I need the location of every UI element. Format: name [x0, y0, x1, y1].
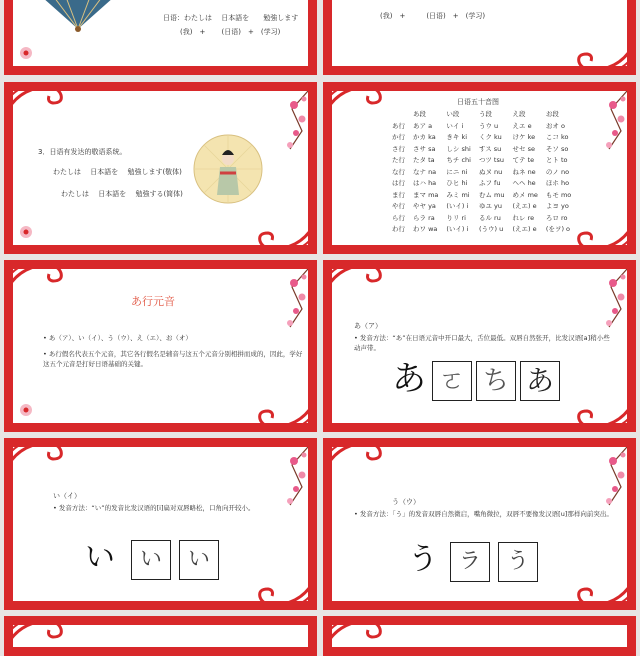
corner-ornament — [332, 269, 382, 299]
kana-stroke-strip — [402, 539, 542, 583]
bullet-text: 发音方法：「う」的发音双唇自然微启，嘴角微拉，双唇不要像发汉语[u]那样向前突出。 — [359, 510, 613, 518]
table-cell: やヤ ya — [413, 202, 436, 211]
corner-ornament — [258, 215, 308, 245]
kana-label: う（ウ） — [392, 498, 420, 506]
slide-1-content — [13, 0, 308, 66]
table-row — [388, 131, 575, 143]
plum-blossom-icon — [591, 447, 627, 507]
header-cell — [388, 108, 409, 120]
table-cell: さサ sa — [413, 144, 436, 153]
corner-ornament — [13, 91, 63, 121]
corner-ornament — [577, 393, 627, 423]
table-cell: けケ ke — [512, 133, 536, 142]
vowel-list-bullet: • あ（ア）、い（イ）、う（ウ）、え（エ）、お（オ） — [43, 334, 192, 342]
stroke-step-box: ち — [476, 361, 516, 401]
slide-6[interactable] — [323, 260, 636, 432]
slide-7-content — [13, 447, 308, 601]
table-cell: まマ ma — [413, 190, 439, 199]
table-cell: こコ ko — [545, 133, 569, 142]
table-cell: えエ e — [512, 121, 532, 130]
table-cell: うウ u — [478, 121, 499, 130]
table-cell: (いイ) i — [446, 202, 469, 211]
table-cell: らラ ra — [413, 213, 435, 222]
table-row — [388, 212, 575, 224]
table-cell: へヘ he — [512, 179, 536, 188]
table-cell: かカ ka — [413, 133, 436, 142]
pronunciation-bullet: • 发音方法：“あ”在日语元音中开口最大，舌位最低。双唇自然张开，比发汉语[a]稍小些动声带。 — [354, 334, 610, 352]
table-cell: よヨ yo — [545, 202, 569, 211]
table-row — [388, 200, 575, 212]
bullet-text: 发音方法：“い”的发音比发汉语的[i]扁对双唇略松，口角向开较小。 — [58, 504, 255, 512]
table-row — [388, 154, 575, 166]
pronunciation-bullet: • 发音方法：「う」的发音双唇自然微启，嘴角微拉，双唇不要像发汉语[u]那样向前突出。 — [354, 510, 613, 518]
slide-4[interactable] — [323, 82, 636, 254]
kana-glyph: あ — [392, 359, 426, 399]
table-cell: な行 — [392, 167, 405, 176]
kana-label: あ（ア） — [354, 322, 382, 330]
plum-blossom-icon — [272, 269, 308, 329]
sentence-japanese: 日语：わたしは 日本語を 勉強します — [163, 14, 299, 22]
table-cell: たタ ta — [413, 156, 435, 165]
slide-3-content — [13, 91, 308, 245]
corner-ornament — [332, 91, 382, 121]
table-cell: (うウ) u — [478, 225, 504, 234]
stroke-step-box: い — [179, 540, 219, 580]
slide-7[interactable] — [4, 438, 317, 610]
table-cell: もモ mo — [545, 190, 572, 199]
kana-label: い（イ） — [53, 492, 81, 500]
geisha-umbrella-illustration — [193, 133, 263, 205]
plum-blossom-icon — [591, 91, 627, 151]
pronunciation-bullet: • 发音方法：“い”的发音比发汉语的[i]扁对双唇略松，口角向开较小。 — [53, 504, 255, 512]
table-cell: ふフ fu — [478, 179, 501, 188]
flower-icon — [19, 225, 33, 239]
table-row — [388, 143, 575, 155]
slide-5[interactable] — [4, 260, 317, 432]
kana-stroke-strip — [388, 357, 564, 403]
corner-ornament — [332, 447, 382, 477]
stroke-step-box: い — [131, 540, 171, 580]
slide-10[interactable] — [323, 616, 636, 656]
table-cell: とト to — [545, 156, 568, 165]
table-cell: (をヲ) o — [545, 225, 571, 234]
table-cell: りリ ri — [446, 213, 466, 222]
slide-4-content — [332, 91, 627, 245]
table-cell: あア a — [413, 121, 433, 130]
honorific-heading: 3．日语有发达的敬语系统。 — [38, 148, 127, 156]
table-cell: は行 — [392, 179, 405, 188]
table-cell: あ行 — [392, 121, 405, 130]
table-cell: さ行 — [392, 144, 405, 153]
kana-glyph: い — [85, 540, 115, 575]
header-cell: お段 — [545, 110, 559, 119]
table-cell: ろロ ro — [545, 213, 568, 222]
header-cell: い段 — [446, 110, 460, 119]
flower-icon — [19, 46, 33, 60]
header-cell: え段 — [512, 110, 526, 119]
section-title: あ行元音 — [131, 295, 175, 308]
table-row — [388, 166, 575, 178]
table-cell: ほホ ho — [545, 179, 570, 188]
corner-ornament — [577, 571, 627, 601]
stroke-step-box: ラ — [450, 542, 490, 582]
kana-stroke-strip — [83, 537, 223, 581]
table-cell: きキ ki — [446, 133, 468, 142]
table-cell: ひヒ hi — [446, 179, 468, 188]
sentence-gloss: (我) + (日语) + (学习) — [180, 28, 281, 36]
slide-6-content — [332, 269, 627, 423]
table-cell: めメ me — [512, 190, 538, 199]
table-cell: そソ so — [545, 144, 569, 153]
plum-blossom-icon — [272, 447, 308, 507]
slide-8[interactable] — [323, 438, 636, 610]
vowel-explanation-bullet: • あ行假名代表五个元音，其它各行假名是辅音与这五个元音分别相拼而成的，因此，学好这五个元音是打好日语基础的关键。 — [43, 350, 303, 368]
table-cell: つツ tsu — [478, 156, 504, 165]
slide-3[interactable] — [4, 82, 317, 254]
slide-2[interactable] — [323, 0, 636, 75]
plum-blossom-icon — [272, 91, 308, 151]
plain-form-sentence: わたしは 日本語を 勉強する(简体) — [61, 190, 183, 198]
table-cell: くク ku — [478, 133, 502, 142]
table-cell: れレ re — [512, 213, 535, 222]
table-cell: なナ na — [413, 167, 437, 176]
table-cell: ちチ chi — [446, 156, 471, 165]
stroke-step-box: う — [498, 542, 538, 582]
corner-ornament — [13, 625, 63, 647]
table-cell: せセ se — [512, 144, 535, 153]
corner-ornament — [577, 215, 627, 245]
table-cell: いイ i — [446, 121, 464, 130]
table-cell: のノ no — [545, 167, 570, 176]
table-cell: てテ te — [512, 156, 535, 165]
table-row — [388, 120, 575, 132]
slide-5-content — [13, 269, 308, 423]
stroke-step-box: ㄛ — [432, 361, 472, 401]
table-row — [388, 223, 575, 235]
bullet-text: あ行假名代表五个元音，其它各行假名是辅音与这五个元音分别相拼而成的，因此，学好这五个元音是打好日语基础的关键。 — [43, 350, 303, 368]
table-cell: にニ ni — [446, 167, 468, 176]
table-cell: はハ ha — [413, 179, 437, 188]
corner-ornament — [332, 625, 382, 647]
stroke-step-box: あ — [520, 361, 560, 401]
table-cell: すス su — [478, 144, 502, 153]
bullet-text: 发音方法：“あ”在日语元音中开口最大，舌位最低。双唇自然张开，比发汉语[a]稍小些动声带。 — [354, 334, 610, 352]
table-cell: (えエ) e — [512, 225, 537, 234]
table-cell: わワ wa — [413, 225, 438, 234]
table-cell: ゆユ yu — [478, 202, 503, 211]
table-header-row — [388, 108, 575, 120]
table-cell: みミ mi — [446, 190, 470, 199]
corner-ornament — [13, 269, 63, 299]
header-cell: あ段 — [413, 110, 426, 119]
table-cell: (えエ) e — [512, 202, 537, 211]
fan-illustration — [23, 0, 133, 34]
table-row — [388, 189, 575, 201]
gojuon-title: 日语五十音图 — [457, 98, 499, 106]
plum-blossom-icon — [591, 269, 627, 329]
slide-9-content — [13, 625, 308, 647]
table-cell: るル ru — [478, 213, 501, 222]
header-cell: う段 — [478, 110, 492, 119]
slide-8-content — [332, 447, 627, 601]
table-cell: おオ o — [545, 121, 565, 130]
table-cell: か行 — [392, 133, 405, 142]
table-cell: や行 — [392, 202, 405, 211]
table-cell: わ行 — [392, 225, 405, 234]
corner-ornament — [258, 571, 308, 601]
corner-ornament — [13, 447, 63, 477]
table-cell: ぬヌ nu — [478, 167, 503, 176]
bullet-text: あ（ア）、い（イ）、う（ウ）、え（エ）、お（オ） — [48, 334, 192, 342]
kana-glyph: う — [408, 542, 438, 577]
corner-ornament — [258, 393, 308, 423]
table-cell: ら行 — [392, 213, 405, 222]
slide-1[interactable] — [4, 0, 317, 75]
corner-ornament — [577, 36, 627, 66]
table-cell: むム mu — [478, 190, 505, 199]
table-cell: ま行 — [392, 190, 405, 199]
table-cell: しシ shi — [446, 144, 471, 153]
slide-2-content — [332, 0, 627, 66]
slide-10-content — [332, 625, 627, 647]
sentence-gloss: (我) + (日语) + (学习) — [380, 12, 486, 20]
table-cell: た行 — [392, 156, 405, 165]
slide-9[interactable] — [4, 616, 317, 656]
flower-icon — [19, 403, 33, 417]
table-row — [388, 177, 575, 189]
polite-form-sentence: わたしは 日本語を 勉強します(敬体) — [53, 168, 182, 176]
gojuon-table — [388, 108, 575, 235]
table-cell: ねネ ne — [512, 167, 536, 176]
table-cell: (いイ) i — [446, 225, 469, 234]
